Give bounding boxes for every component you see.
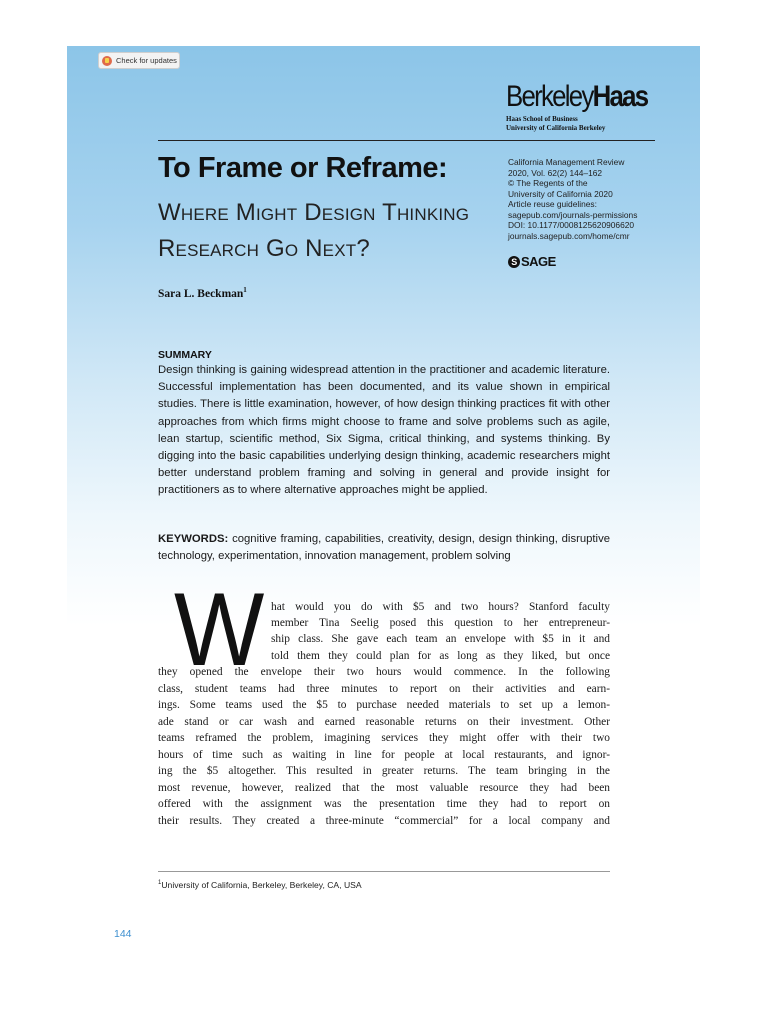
sage-logo bbox=[508, 254, 556, 269]
crossmark-icon bbox=[102, 56, 112, 66]
meta-link[interactable]: sagepub.com/journals-permissions bbox=[508, 209, 638, 220]
article-subtitle: Where Might Design Thinking Research Go Next? bbox=[158, 199, 470, 262]
body-line: class, student teams had three minutes to report on their activities and earn- bbox=[158, 683, 610, 695]
check-for-updates-button[interactable] bbox=[98, 52, 180, 69]
keywords-label: KEYWORDS: bbox=[158, 533, 229, 545]
body-line: offered with the assignment was the presentation time they had to report on bbox=[158, 798, 610, 810]
body-line: they opened the envelope their two hours would commence. In the following bbox=[158, 666, 610, 678]
berkeley-haas-logo bbox=[506, 82, 670, 132]
meta-line: Article reuse guidelines: bbox=[508, 199, 597, 209]
meta-line: © The Regents of the bbox=[508, 178, 588, 188]
meta-line: University of California 2020 bbox=[508, 188, 613, 199]
body-line: member Tina Seelig posed this question to her entrepreneur- bbox=[271, 617, 610, 629]
logo-subtitle: Haas School of Business University of California Berkeley bbox=[506, 115, 606, 132]
body-line: ing the $5 altogether. This resulted in greater returns. The team bringing in the bbox=[158, 765, 610, 777]
author-name: Sara L. Beckman$^1$ bbox=[158, 286, 247, 300]
check-for-updates-label: Check for updates bbox=[116, 56, 177, 65]
summary-heading: SUMMARY bbox=[158, 349, 212, 361]
body-line: ship class. She gave each team an envelope with $5 in it and bbox=[271, 633, 610, 645]
body-line: their results. They created a three-minute “commercial” for a local company and bbox=[158, 815, 610, 827]
sage-mark-icon: S bbox=[508, 256, 520, 268]
body-line: most revenue, however, realized that the most valuable resource they had been bbox=[158, 782, 610, 794]
drop-cap: W bbox=[174, 572, 261, 688]
header-rule bbox=[158, 140, 655, 141]
meta-line: 2020, Vol. 62(2) 144–162 bbox=[508, 167, 603, 178]
summary-text: Design thinking is gaining widespread attention in the practitioner and academic literature. Successful implementation has been documented, and its value shown in empirical studies. There is little examination, however, of how design thinking practices fit with other approaches from which firms might choose to frame and solve problems such as agile, lean startup, scientific method, Six Sigma, critical thinking, and systems thinking. By digging into the basic capabilities underlying design thinking, academic researchers might better understand problem framing and solving in general and provide insight for practitioners as to where alternative approaches might be applied. bbox=[158, 364, 610, 497]
body-line: teams reframed the problem, imagining services they might offer with their two bbox=[158, 732, 610, 744]
meta-link[interactable]: journals.sagepub.com/home/cmr bbox=[508, 230, 630, 241]
journal-meta bbox=[508, 157, 668, 241]
page-number: 144 bbox=[114, 928, 132, 940]
sage-wordmark: SAGE bbox=[521, 254, 556, 269]
keywords bbox=[158, 531, 610, 565]
body-line: hours of time such as waiting in line for people at local restaurants, and ignor- bbox=[158, 749, 610, 761]
footnote: $^1$University of California, Berkeley, Berkeley, CA, USA bbox=[158, 880, 362, 890]
logo-wordmark: BerkeleyHaas bbox=[506, 80, 648, 113]
article-title: To Frame or Reframe: bbox=[158, 152, 448, 184]
body-line: told them they could plan for as long as they liked, but once bbox=[271, 650, 610, 662]
body-line: ings. Some teams used the $5 to purchase needed materials to set up a lemon- bbox=[158, 699, 610, 711]
body-line: hat would you do with $5 and two hours? Stanford faculty bbox=[271, 601, 610, 613]
footnote-rule bbox=[158, 871, 610, 872]
meta-line: California Management Review bbox=[508, 157, 625, 167]
body-line: ade stand or car wash and earned reasonable returns on their investment. Other bbox=[158, 716, 610, 728]
keywords-text: cognitive framing, capabilities, creativity, design, design thinking, disruptive technology, experimentation, innovation management, problem solving bbox=[158, 533, 610, 563]
meta-doi[interactable]: DOI: 10.1177/0008125620906620 bbox=[508, 220, 635, 230]
